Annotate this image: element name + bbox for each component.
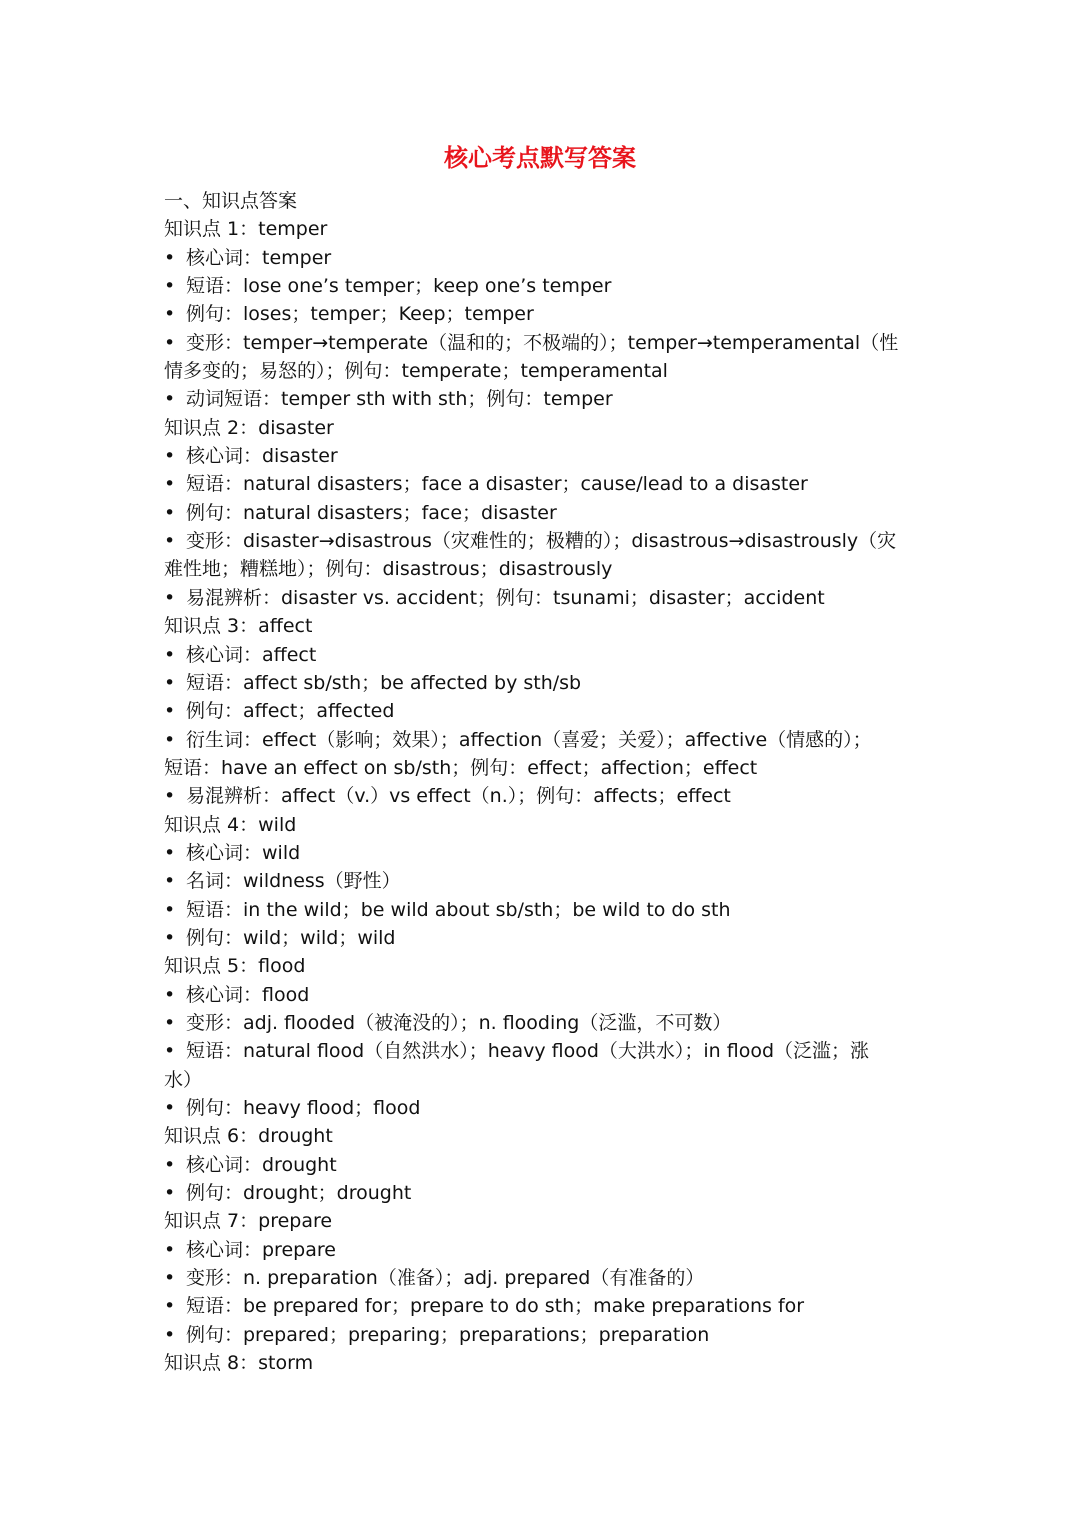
bullet-item [164,499,918,527]
bullet-item [164,1151,918,1179]
bullet-icon: • [164,246,176,269]
bullet-icon: • [164,1097,176,1119]
bullet-icon: • [164,1323,176,1346]
bullet-icon: • [164,275,176,298]
continuation-line: 水） [164,1068,203,1091]
bullet-item-text: 变形：adj. flooded（被淹没的）；n. flooding（泛滥，不可数） [186,1011,732,1034]
bullet-item-text: 核心词：flood [186,983,310,1006]
bullet-icon: • [164,303,176,326]
knowledge-point-heading: 知识点 1：temper [164,218,328,241]
bullet-item [164,641,918,669]
knowledge-point-heading: 知识点 3：affect [164,615,313,638]
bullet-item-text: 核心词：disaster [186,445,338,468]
bullet-item-text: 例句：drought；drought [186,1182,412,1205]
bullet-icon: • [164,445,176,468]
bullet-icon: • [164,1238,176,1261]
bullet-item [164,1179,918,1207]
bullet-item-text: 例句：wild；wild；wild [186,926,396,949]
bullet-item-text: 易混辨析：disaster vs. accident；例句：tsunami；disaster；accident [186,586,825,609]
bullet-item-text: 例句：heavy flood；flood [186,1097,421,1119]
bullet-item-text: 变形：n. preparation（准备）；adj. prepared（有准备的） [186,1267,705,1290]
bullet-item-text: 核心词：drought [186,1153,337,1176]
bullet-item [164,300,918,328]
bullet-item-text: 例句：affect；affected [186,700,395,723]
bullet-icon: • [164,700,176,723]
bullet-item-text: 核心词：temper [186,246,332,269]
bullet-icon: • [164,898,176,921]
bullet-item [164,1236,918,1264]
bullet-item [164,470,918,498]
bullet-item [164,584,918,612]
bullet-item-text: 核心词：wild [186,841,301,864]
bullet-item [164,839,918,867]
bullet-item [164,782,918,810]
bullet-item [164,329,918,357]
bullet-icon: • [164,1011,176,1034]
bullet-icon: • [164,586,176,609]
bullet-item [164,1094,918,1122]
bullet-icon: • [164,643,176,666]
bullet-icon: • [164,671,176,694]
bullet-item-text: 衍生词：effect（影响；效果）；affection（喜爱；关爱）；affective（情感的）； [186,728,872,751]
bullet-item [164,1264,918,1292]
bullet-icon: • [164,926,176,949]
bullet-item-text: 核心词：affect [186,643,317,666]
knowledge-point-heading: 知识点 7：prepare [164,1210,333,1233]
bullet-item-text: 例句：loses；temper；Keep；temper [186,303,534,326]
knowledge-point-heading: 知识点 8：storm [164,1352,314,1375]
bullet-icon: • [164,501,176,524]
bullet-item-text: 短语：natural disasters；face a disaster；cause/lead to a disaster [186,473,808,496]
bullet-item [164,867,918,895]
bullet-item [164,726,918,754]
section-heading: 一、知识点答案 [164,190,298,212]
bullet-item [164,981,918,1009]
bullet-item [164,442,918,470]
bullet-item-text: 短语：natural flood（自然洪水）；heavy flood（大洪水）；in flood（泛滥；涨 [186,1040,870,1063]
bullet-item-text: 例句：natural disasters；face；disaster [186,501,557,524]
bullet-item [164,1292,918,1320]
knowledge-point-heading: 知识点 4：wild [164,813,297,836]
continuation-line: 情多变的；易怒的）；例句：temperate；temperamental [164,360,668,383]
bullet-item-text: 变形：disaster→disastrous（灾难性的；极糟的）；disastrous→disastrously（灾 [186,530,897,553]
bullet-icon: • [164,728,176,751]
bullet-icon: • [164,1295,176,1318]
bullet-icon: • [164,841,176,864]
document-body [164,187,918,1377]
bullet-icon: • [164,473,176,496]
bullet-icon: • [164,1040,176,1063]
bullet-item-text: 核心词：prepare [186,1238,336,1261]
knowledge-point-heading: 知识点 6：drought [164,1125,333,1148]
bullet-item-text: 短语：lose one’s temper；keep one’s temper [186,275,612,298]
bullet-icon: • [164,331,176,354]
bullet-item-text: 动词短语：temper sth with sth；例句：temper [186,388,613,411]
bullet-item [164,272,918,300]
bullet-item-text: 易混辨析：affect（v.）vs effect（n.）；例句：affects；effect [186,785,731,808]
bullet-item [164,1037,918,1065]
bullet-icon: • [164,530,176,553]
bullet-icon: • [164,983,176,1006]
bullet-item [164,697,918,725]
bullet-item [164,1009,918,1037]
knowledge-point-heading: 知识点 2：disaster [164,416,334,439]
answer-lines [164,215,918,1377]
bullet-item-text: 短语：be prepared for；prepare to do sth；make preparations for [186,1295,805,1318]
continuation-line: 难性地；糟糕地）；例句：disastrous；disastrously [164,558,613,581]
bullet-icon: • [164,1267,176,1290]
bullet-item [164,896,918,924]
bullet-icon: • [164,870,176,893]
bullet-item [164,1321,918,1349]
bullet-icon: • [164,1153,176,1176]
bullet-icon: • [164,785,176,808]
bullet-item-text: 短语：in the wild；be wild about sb/sth；be wild to do sth [186,898,731,921]
continuation-line: 短语：have an effect on sb/sth；例句：effect；affection；effect [164,756,758,779]
bullet-item [164,244,918,272]
document-title: 核心考点默写答案 [444,144,636,172]
bullet-icon: • [164,1182,176,1205]
bullet-item [164,669,918,697]
bullet-item-text: 例句：prepared；preparing；preparations；preparation [186,1323,710,1346]
bullet-item-text: 短语：affect sb/sth；be affected by sth/sb [186,671,582,694]
knowledge-point-heading: 知识点 5：flood [164,955,306,978]
bullet-item-text: 名词：wildness（野性） [186,870,401,893]
bullet-item-text: 变形：temper→temperate（温和的；不极端的）；temper→temperamental（性 [186,331,899,354]
bullet-item [164,385,918,413]
bullet-icon: • [164,388,176,411]
bullet-item [164,527,918,555]
bullet-item [164,924,918,952]
